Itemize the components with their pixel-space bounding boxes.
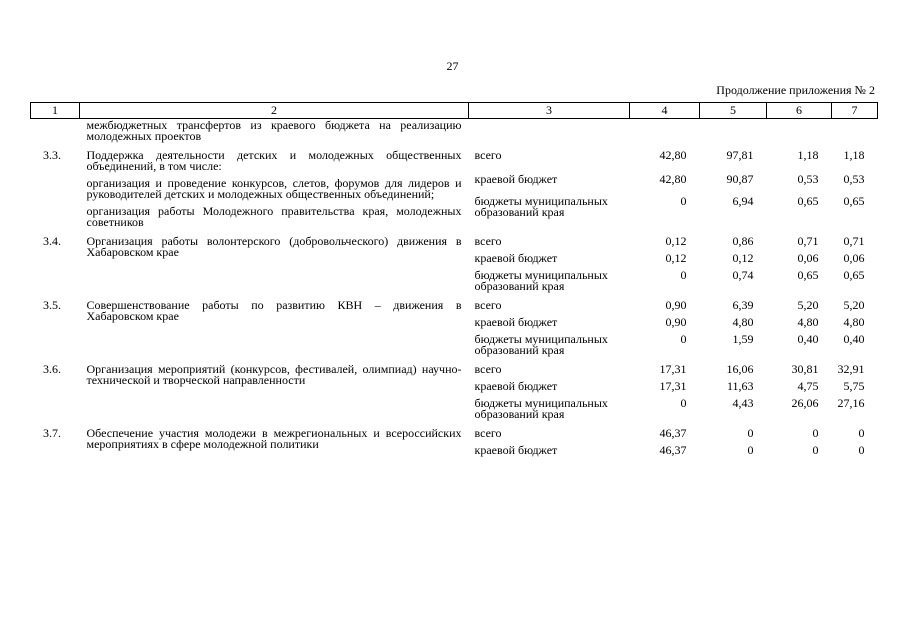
value-col-6: 0 [812, 426, 819, 440]
value-col-7: 32,91 [837, 362, 865, 376]
value-col-4: 0 [680, 194, 687, 209]
value-col-4: 42,80 [659, 148, 687, 162]
value-col-7: 4,80 [843, 315, 865, 329]
budget-table [30, 102, 878, 456]
value-col-7: 5,20 [843, 298, 865, 312]
table-row [31, 420, 878, 439]
value-col-4: 0 [680, 396, 687, 410]
funding-source: бюджеты муниципальных образований края [474, 332, 608, 357]
value-col-6: 26,06 [791, 396, 819, 410]
value-col-6: 4,80 [797, 315, 819, 329]
value-col-4: 0,12 [665, 251, 687, 265]
table-body [31, 119, 878, 457]
value-col-7: 27,16 [837, 396, 865, 410]
description-paragraph: межбюджетных трансфертов из краевого бюджета на реализацию молодежных проектов [86, 118, 462, 143]
value-col-4 [630, 119, 700, 143]
description-paragraph: Обеспечение участия молодежи в межрегиональных и всероссийских мероприятиях в сфере молодежной политики [86, 426, 462, 451]
value-col-7: 1,18 [843, 148, 865, 162]
description-paragraph: Организация работы волонтерского (добровольческого) движения в Хабаровском крае [86, 234, 462, 259]
value-col-4: 0 [680, 268, 687, 282]
value-col-7: 0,40 [843, 332, 865, 346]
appendix-continuation-note: Продолжение приложения № 2 [716, 83, 875, 97]
value-col-6: 0,40 [797, 332, 819, 346]
funding-source: всего [474, 298, 502, 312]
column-header: 5 [700, 103, 767, 119]
value-col-4: 46,37 [659, 426, 687, 440]
value-col-4: 0,90 [665, 298, 687, 312]
item-description [80, 142, 469, 228]
value-col-5: 1,59 [732, 332, 754, 346]
funding-source: всего [474, 362, 502, 376]
value-col-6: 0,06 [797, 251, 819, 265]
value-col-4: 42,80 [659, 171, 687, 186]
value-col-6 [767, 119, 832, 143]
table-row [31, 292, 878, 311]
item-number: 3.6. [43, 362, 61, 376]
page-number: 27 [446, 59, 459, 73]
value-col-7: 0,65 [843, 194, 865, 209]
item-description [80, 119, 469, 143]
value-col-5: 4,43 [732, 396, 754, 410]
funding-source: всего [474, 234, 502, 248]
funding-source: краевой бюджет [474, 315, 558, 329]
value-col-5: 90,87 [726, 171, 754, 186]
column-header: 4 [630, 103, 700, 119]
item-description [80, 420, 469, 456]
description-paragraph: организация работы Молодежного правительства края, молодежных советников [86, 204, 462, 229]
description-paragraph: Совершенствование работы по развитию КВН – движения в Хабаровском крае [86, 298, 462, 323]
value-col-7: 0,53 [843, 171, 865, 186]
funding-source: краевой бюджет [474, 379, 558, 393]
item-number: 3.3. [43, 148, 61, 162]
column-header: 7 [832, 103, 878, 119]
table-header [31, 103, 878, 119]
item-number: 3.4. [43, 234, 61, 248]
funding-source: бюджеты муниципальных образований края [474, 396, 608, 421]
value-col-5: 0,12 [732, 251, 754, 265]
value-col-7: 0,71 [843, 234, 865, 248]
item-description [80, 228, 469, 292]
value-col-5: 11,63 [726, 379, 754, 393]
value-col-5: 16,06 [726, 362, 754, 376]
value-col-4: 17,31 [659, 362, 687, 376]
value-col-6: 0,65 [797, 194, 819, 209]
item-description [80, 356, 469, 420]
value-col-4: 0,12 [665, 234, 687, 248]
column-header: 6 [767, 103, 832, 119]
value-col-4: 0,90 [665, 315, 687, 329]
value-col-7: 0 [858, 443, 865, 457]
item-number: 3.5. [43, 298, 61, 312]
value-col-5: 0,74 [732, 268, 754, 282]
funding-source: бюджеты муниципальных образований края [474, 268, 608, 293]
value-col-4: 46,37 [659, 443, 687, 457]
value-col-4: 17,31 [659, 379, 687, 393]
column-header: 3 [469, 103, 630, 119]
funding-source: краевой бюджет [474, 251, 558, 265]
funding-source: всего [474, 426, 502, 440]
description-paragraph: Организация мероприятий (конкурсов, фестивалей, олимпиад) научно-технической и творческой направленности [86, 362, 462, 387]
value-col-6: 0 [812, 443, 819, 457]
funding-source: краевой бюджет [474, 443, 558, 457]
column-header: 1 [31, 103, 80, 119]
table-row [31, 142, 878, 168]
table-row [31, 228, 878, 247]
table-row [31, 356, 878, 375]
table-row [31, 119, 878, 143]
value-col-5: 4,80 [732, 315, 754, 329]
value-col-5: 0 [747, 443, 754, 457]
value-col-5: 0 [747, 426, 754, 440]
value-col-5: 97,81 [726, 148, 754, 162]
value-col-5: 6,94 [732, 194, 754, 209]
value-col-7 [832, 119, 878, 143]
value-col-5 [700, 119, 767, 143]
item-description [80, 292, 469, 356]
value-col-6: 0,71 [797, 234, 819, 248]
funding-source: бюджеты муниципальных образований края [474, 194, 608, 220]
value-col-6: 30,81 [791, 362, 819, 376]
funding-source: краевой бюджет [474, 171, 558, 186]
description-paragraph: организация и проведение конкурсов, слетов, форумов для лидеров и руководителей детских и молодежных общественных объединений; [86, 176, 462, 201]
value-col-7: 0,06 [843, 251, 865, 265]
column-header: 2 [80, 103, 469, 119]
funding-source [469, 119, 630, 143]
value-col-6: 0,65 [797, 268, 819, 282]
value-col-6: 0,53 [797, 171, 819, 186]
item-number: 3.7. [43, 426, 61, 440]
value-col-7: 0,65 [843, 268, 865, 282]
value-col-4: 0 [680, 332, 687, 346]
value-col-7: 0 [858, 426, 865, 440]
value-col-6: 5,20 [797, 298, 819, 312]
funding-source: всего [474, 148, 502, 162]
value-col-6: 4,75 [797, 379, 819, 393]
value-col-7: 5,75 [843, 379, 865, 393]
description-paragraph: Поддержка деятельности детских и молодежных общественных объединений, в том числе: [86, 148, 462, 173]
value-col-5: 6,39 [732, 298, 754, 312]
item-number [31, 119, 80, 143]
value-col-6: 1,18 [797, 148, 819, 162]
value-col-5: 0,86 [732, 234, 754, 248]
